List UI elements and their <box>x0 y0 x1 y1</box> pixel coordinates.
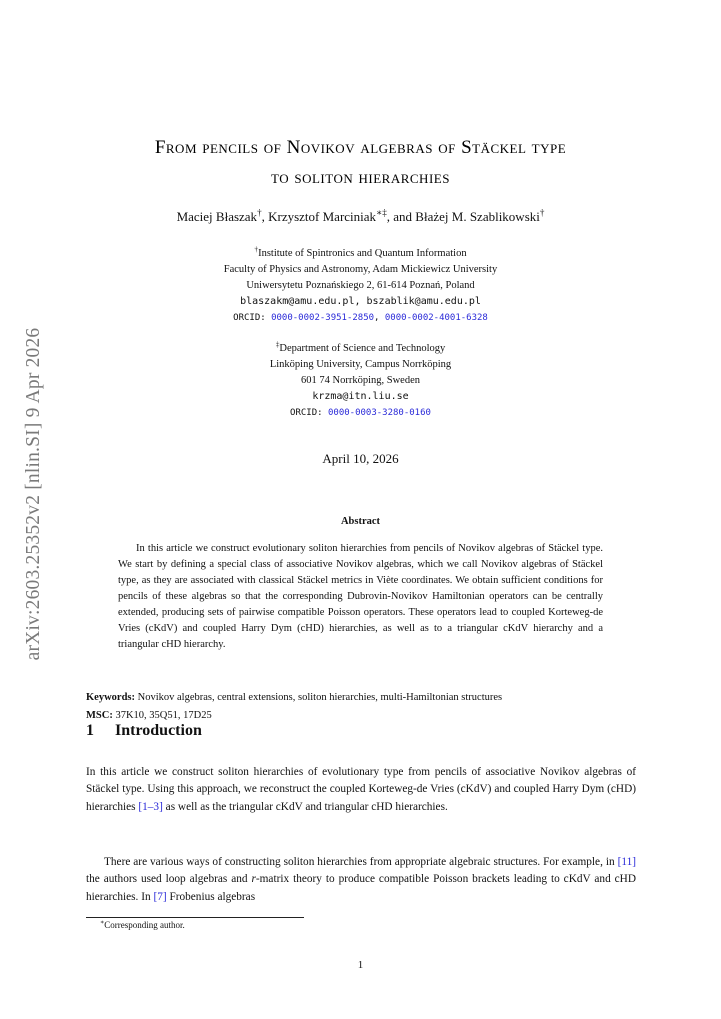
affiliation-1-line-3: Uniwersytetu Poznańskiego 2, 61-614 Poznań, Poland <box>246 280 475 291</box>
author-3-mark: † <box>539 207 545 218</box>
arxiv-sidebar-stamp: arXiv:2603.25352v2 [nlin.SI] 9 Apr 2026 <box>23 327 44 661</box>
affiliation-2-line-2: Linköping University, Campus Norrköping <box>269 359 452 370</box>
author-2: Krzysztof Marciniak <box>268 209 377 224</box>
author-list: Maciej Błaszak†, Krzysztof Marciniak∗‡, and Błażej M. Szablikowski† <box>176 207 545 224</box>
keywords-text: Novikov algebras, central extensions, soliton hierarchies, multi-Hamiltonian structures <box>137 692 503 703</box>
affiliation-1-line-1: Institute of Spintronics and Quantum Information <box>258 248 467 259</box>
affiliation-2-line-3: 601 74 Norrköping, Sweden <box>301 375 420 386</box>
keywords-label: Keywords: <box>86 692 135 703</box>
affiliation-1-mark: † <box>254 244 259 254</box>
msc-line <box>86 710 646 721</box>
affiliation-2-mark: ‡ <box>275 339 280 349</box>
citation-link[interactable]: [11] <box>617 856 636 868</box>
affiliation-1 <box>0 246 721 326</box>
msc-label: MSC: <box>86 710 113 721</box>
paper-title-line-1: From pencils of Novikov algebras of Stäckel type <box>154 137 567 158</box>
paper-title-line-2: to soliton hierarchies <box>271 167 450 188</box>
page-number: 1 <box>357 959 364 971</box>
footnote-mark: ∗ <box>100 919 105 926</box>
orcid-label: ORCID: <box>290 408 323 418</box>
intro-p2-text-a: There are various ways of constructing soliton hierarchies from appropriate algebraic structures. For example, in <box>104 856 618 868</box>
affiliation-1-emails: blaszakm@amu.edu.pl, bszablik@amu.edu.pl <box>240 296 481 307</box>
intro-p1-text-b: as well as the triangular cKdV and triangular cHD hierarchies. <box>162 800 448 813</box>
orcid-link-2[interactable]: 0000-0002-4001-6328 <box>384 313 488 323</box>
orcid-link-3[interactable]: 0000-0003-3280-0160 <box>327 408 431 418</box>
affiliation-1-orcid: ORCID: 0000-0002-3951-2850, 0000-0002-4001-6328 <box>233 313 488 323</box>
author-1-mark: † <box>257 207 262 218</box>
orcid-link-1[interactable]: 0000-0002-3951-2850 <box>271 313 375 323</box>
intro-p2-text-d: Frobenius algebras <box>166 890 256 903</box>
footnote <box>100 920 185 930</box>
section-number: 1 <box>86 722 94 739</box>
section-heading <box>86 722 202 740</box>
affiliation-2 <box>0 341 721 421</box>
citation-link[interactable]: [1–3] <box>138 800 163 813</box>
keywords-line <box>86 692 646 703</box>
abstract-heading: Abstract <box>340 516 381 527</box>
section-title: Introduction <box>115 722 202 739</box>
footnote-text: Corresponding author. <box>104 920 185 930</box>
citation-link[interactable]: [7] <box>153 890 167 903</box>
footnote-divider <box>86 917 304 918</box>
affiliation-1-line-2: Faculty of Physics and Astronomy, Adam Mickiewicz University <box>223 264 498 275</box>
intro-p2-text-b: the authors used loop algebras and <box>86 873 252 886</box>
author-2-mark: ∗‡ <box>376 207 387 218</box>
msc-text: 37K10, 35Q51, 17D25 <box>115 710 212 721</box>
author-3: and Błażej M. Szablikowski <box>393 209 540 224</box>
intro-p2-italic-r: r <box>251 873 256 886</box>
author-1: Maciej Błaszak <box>176 209 258 224</box>
affiliation-2-email: krzma@itn.liu.se <box>312 391 409 402</box>
affiliation-2-line-1: Department of Science and Technology <box>279 343 446 354</box>
abstract-text: In this article we construct evolutionary soliton hierarchies from pencils of Novikov algebras of Stäckel type. We start by defining a special class of associative Novikov algebras, which we call Novikov algebras of Stäckel type, as they are associated with classical Stäckel metrics in Viète coordinates. We obtain sufficient conditions for pencils of these algebras so that the corresponding Dubrovin-Novikov Hamiltonian operators can be centrally extended, producing sets of pairwise compatible Poisson operators. These operators lead to coupled Korteweg-de Vries (cKdV) and coupled Harry Dym (cHD) hierarchies, as well as to a triangular cKdV hierarchy and a triangular cHD hierarchy. <box>118 543 603 650</box>
intro-p1-text-a: In this article we construct soliton hierarchies of evolutionary type from pencils of associative Novikov algebras of Stäckel type. Using this approach, we reconstruct the coupled Korteweg-de Vries (cKdV) and coupled Harry Dym (cHD) hierarchies <box>86 766 636 813</box>
publication-date: April 10, 2026 <box>322 451 399 466</box>
intro-paragraph-1 <box>86 764 636 816</box>
intro-paragraph-2 <box>86 854 636 906</box>
orcid-label: ORCID: <box>233 313 266 323</box>
affiliation-2-orcid <box>0 405 721 421</box>
intro-p2-text-c: -matrix theory to produce compatible Poisson brackets leading to cKdV and cHD hierarchies. In <box>86 873 636 903</box>
